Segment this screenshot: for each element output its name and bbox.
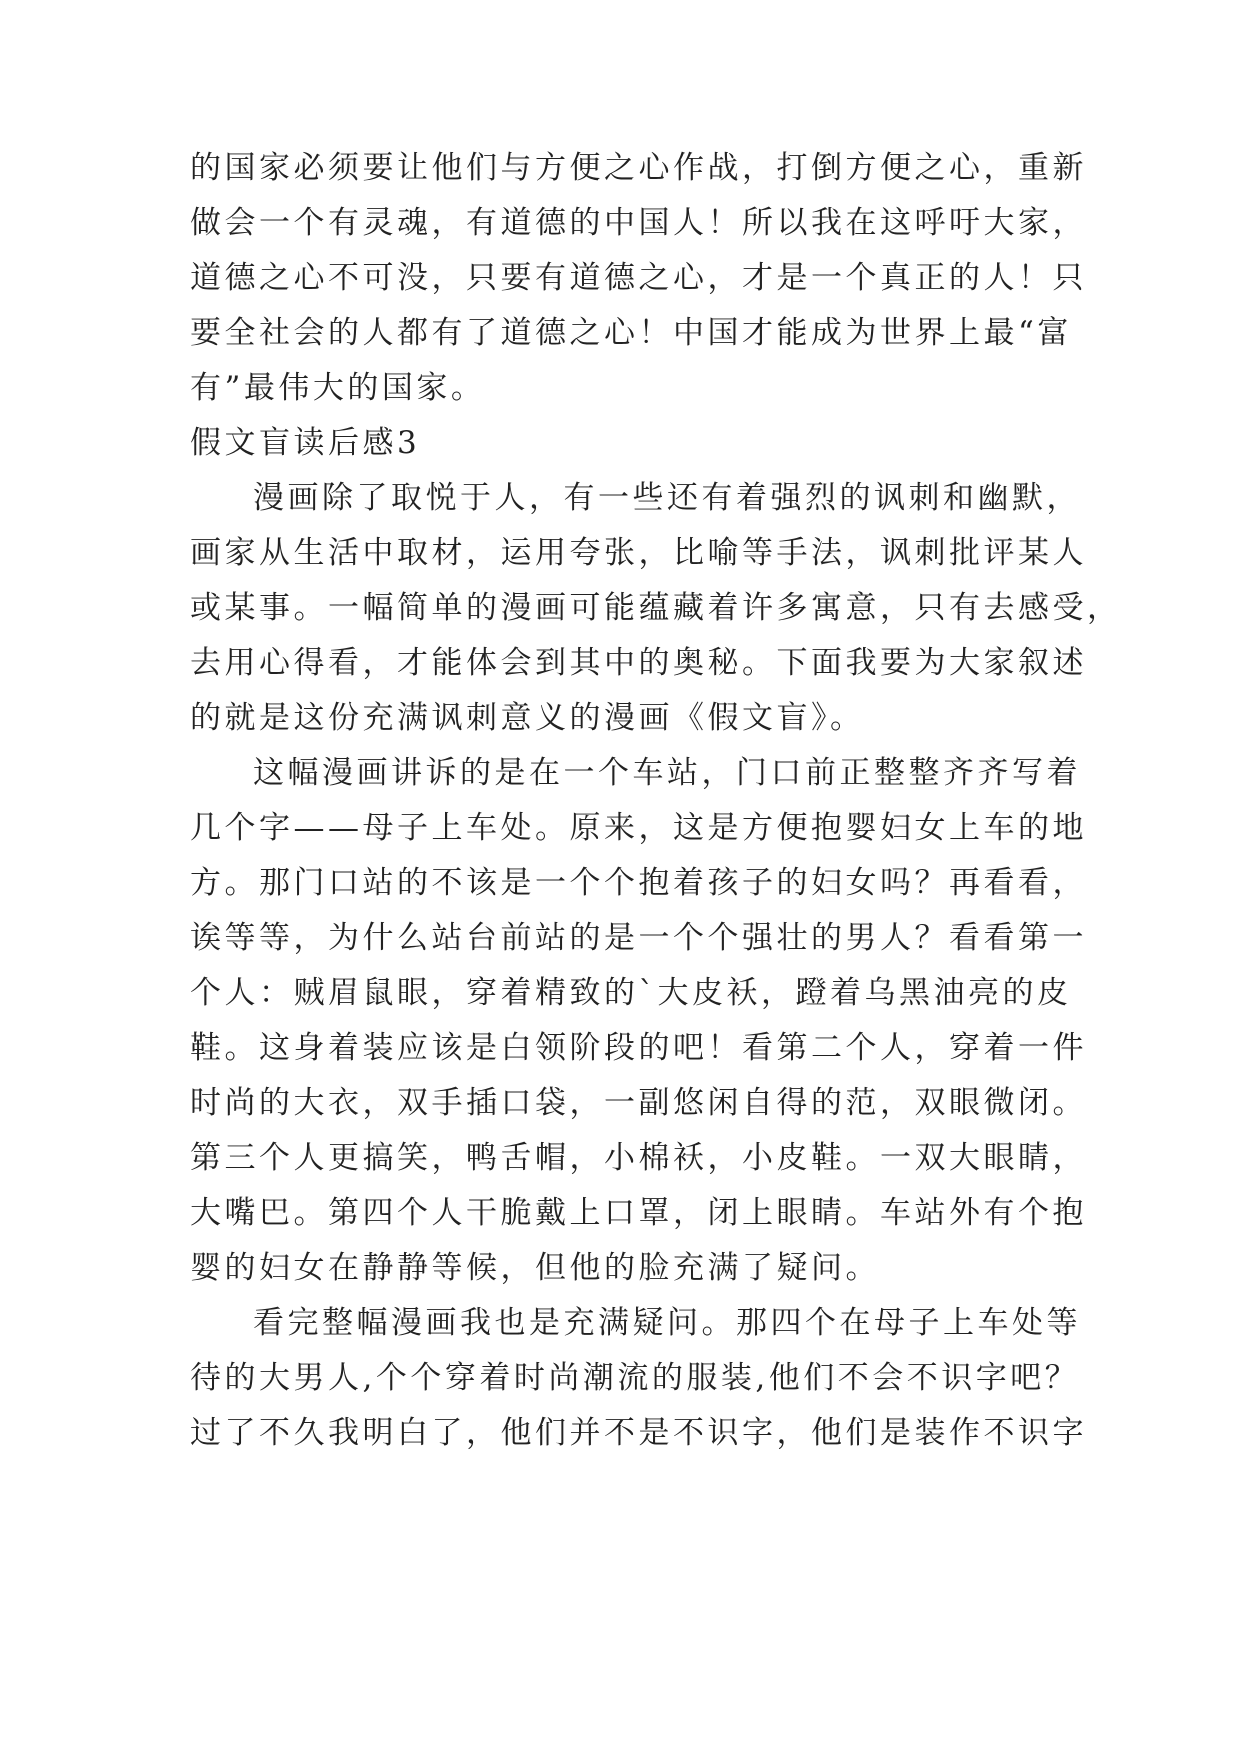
text-line-10: 去用心得看，才能体会到其中的奥秘。下面我要为大家叙述 — [190, 645, 1087, 681]
text-line-2: 做会一个有灵魂，有道德的中国人！所以我在这呼吁大家， — [190, 205, 1087, 241]
text-line-18: 时尚的大衣，双手插口袋，一副悠闲自得的范，双眼微闭。 — [190, 1085, 1087, 1121]
text-line-22: 看完整幅漫画我也是充满疑问。那四个在母子上车处等 — [253, 1305, 1081, 1341]
text-line-3: 道德之心不可没，只要有道德之心，才是一个真正的人！只 — [190, 260, 1087, 296]
text-line-12: 这幅漫画讲诉的是在一个车站，门口前正整整齐齐写着 — [253, 755, 1081, 791]
text-line-14: 方。那门口站的不该是一个个抱着孩子的妇女吗？再看看， — [190, 865, 1087, 901]
text-line-20: 大嘴巴。第四个人干脆戴上口罩，闭上眼睛。车站外有个抱 — [190, 1195, 1087, 1231]
text-line-11: 的就是这份充满讽刺意义的漫画《假文盲》。 — [190, 700, 865, 736]
text-line-4: 要全社会的人都有了道德之心！中国才能成为世界上最“富 — [190, 315, 1072, 351]
text-line-17: 鞋。这身着装应该是白领阶段的吧！看第二个人，穿着一件 — [190, 1030, 1087, 1066]
text-line-1: 的国家必须要让他们与方便之心作战，打倒方便之心，重新 — [190, 150, 1087, 186]
text-line-5: 有”最伟大的国家。 — [190, 370, 486, 406]
text-line-8: 画家从生活中取材，运用夸张，比喻等手法，讽刺批评某人 — [190, 535, 1087, 571]
text-line-15: 诶等等，为什么站台前站的是一个个强壮的男人？看看第一 — [190, 920, 1087, 956]
text-line-9: 或某事。一幅简单的漫画可能蕴藏着许多寓意，只有去感受， — [190, 590, 1122, 626]
text-line-23: 待的大男人,个个穿着时尚潮流的服装,他们不会不识字吧？ — [190, 1360, 1080, 1396]
text-line-13: 几个字——母子上车处。原来，这是方便抱婴妇女上车的地 — [190, 810, 1087, 846]
text-line-24: 过了不久我明白了，他们并不是不识字，他们是装作不识字 — [190, 1415, 1087, 1451]
text-line-16: 个人：贼眉鼠眼，穿着精致的`大皮袄，蹬着乌黑油亮的皮 — [190, 975, 1072, 1011]
text-line-7: 漫画除了取悦于人，有一些还有着强烈的讽刺和幽默， — [253, 480, 1081, 516]
section-heading: 假文盲读后感3 — [190, 425, 421, 461]
text-line-19: 第三个人更搞笑，鸭舌帽，小棉袄，小皮鞋。一双大眼睛， — [190, 1140, 1087, 1176]
text-line-21: 婴的妇女在静静等候，但他的脸充满了疑问。 — [190, 1250, 880, 1286]
